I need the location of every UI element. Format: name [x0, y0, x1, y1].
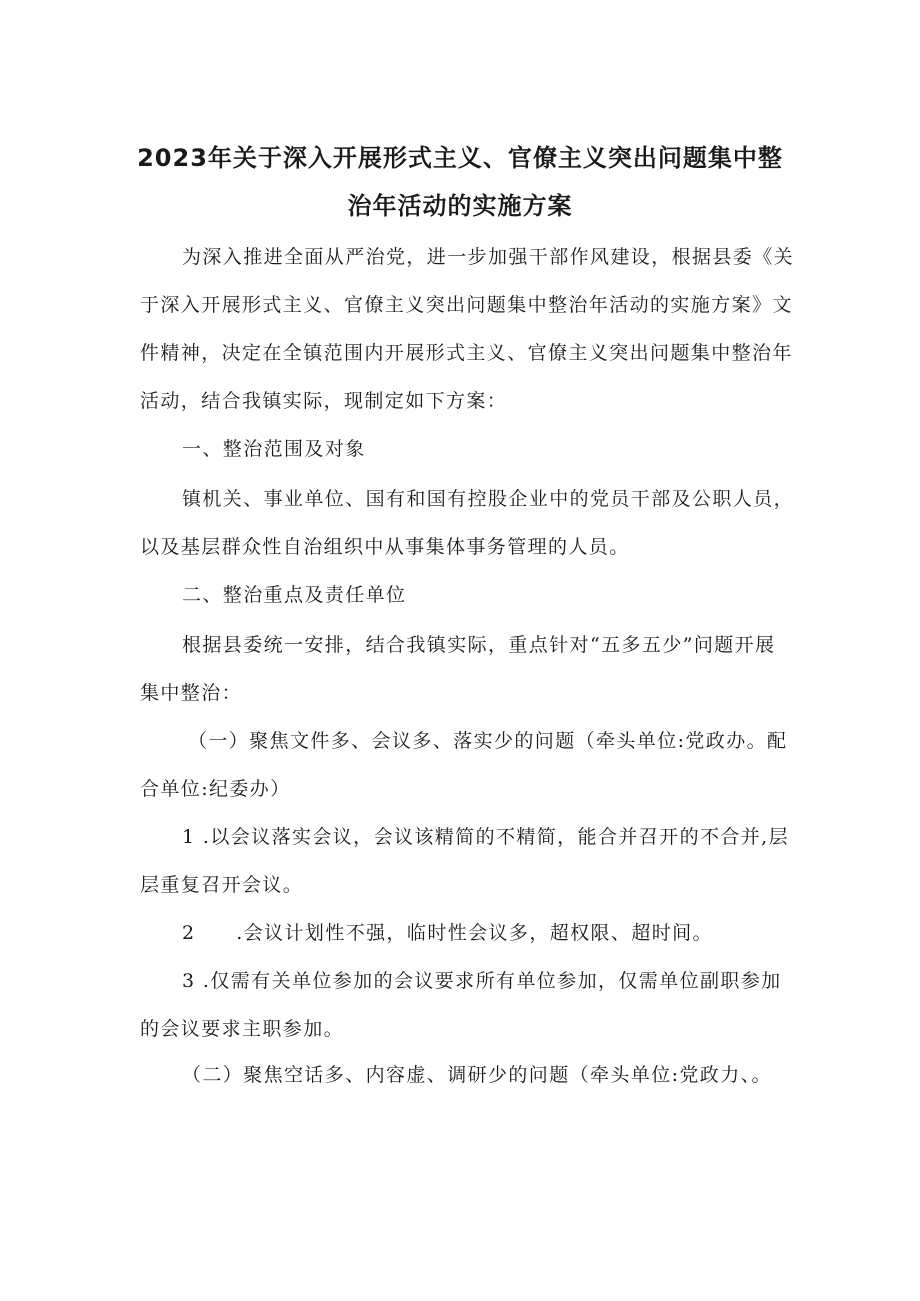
document-title-line-1: 2023年关于深入开展形式主义、官僚主义突出问题集中整: [137, 144, 783, 172]
paragraph-line: 合单位:纪委办）: [140, 778, 291, 800]
list-item-1: 1 .以会议落实会议，会议该精简的不精简，能合并召开的不合并,层: [182, 826, 790, 848]
list-item-2: 2 .会议计划性不强，临时性会议多，超权限、超时间。: [182, 922, 713, 944]
paragraph-line: 以及基层群众性自治组织中从事集体事务管理的人员。: [140, 536, 630, 558]
paragraph-line: 集中整治：: [140, 682, 243, 704]
document-title-line-2: 治年活动的实施方案: [347, 192, 573, 220]
paragraph-line: 为深入推进全面从严治党，进一步加强干部作风建设，根据县委《关: [182, 246, 795, 268]
paragraph-line: 层重复召开会议。: [140, 874, 304, 896]
subsection-heading-2: （二）聚焦空话多、内容虚、调研少的问题（牵头单位:党政力、。: [182, 1064, 772, 1086]
section-heading-1: 一、整治范围及对象: [182, 438, 366, 460]
paragraph-line: 根据县委统一安排，结合我镇实际，重点针对“五多五少”问题开展: [182, 634, 776, 656]
section-heading-2: 二、整治重点及责任单位: [182, 584, 407, 606]
paragraph-line: 活动，结合我镇实际，现制定如下方案：: [140, 390, 508, 412]
paragraph-line: 的会议要求主职参加。: [140, 1018, 345, 1040]
list-item-3: 3 .仅需有关单位参加的会议要求所有单位参加，仅需单位副职参加: [182, 970, 782, 992]
paragraph-line: 件精神，决定在全镇范围内开展形式主义、官僚主义突出问题集中整治年: [140, 342, 793, 364]
paragraph-line: 镇机关、事业单位、国有和国有控股企业中的党员干部及公职人员，: [182, 488, 795, 510]
subsection-heading-1: （一）聚焦文件多、会议多、落实少的问题（牵头单位:党政办。配: [188, 730, 788, 752]
paragraph-line: 于深入开展形式主义、官僚主义突出问题集中整治年活动的实施方案》文: [140, 294, 793, 316]
